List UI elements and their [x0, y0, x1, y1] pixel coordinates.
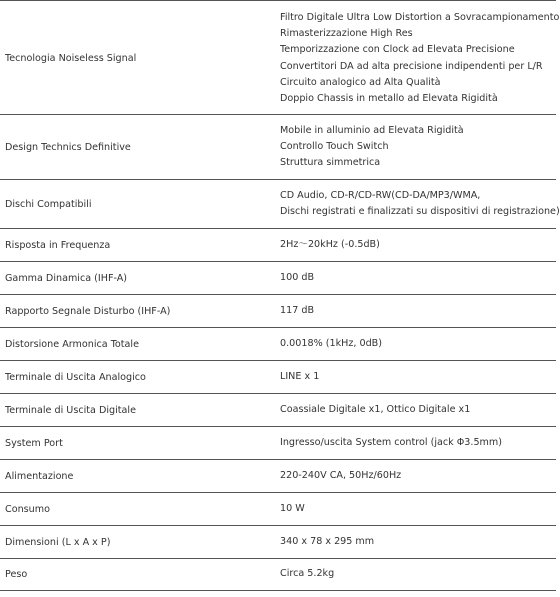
spec-row: [0, 327, 556, 360]
spec-values: [276, 123, 556, 172]
spec-value: Doppio Chassis in metallo ad Elevata Rigidità: [280, 93, 498, 105]
spec-label: Dimensioni (L x A x P): [5, 536, 111, 548]
spec-values: [276, 369, 556, 385]
spec-values: [276, 303, 556, 319]
spec-value: CD Audio, CD-R/CD-RW(CD-DA/MP3/WMA,: [280, 189, 481, 201]
spec-row: [0, 492, 556, 525]
spec-values: [276, 534, 556, 550]
spec-row: [0, 525, 556, 558]
spec-label: Terminale di Uscita Analogico: [5, 371, 146, 383]
spec-value: Rimasterizzazione High Res: [280, 27, 413, 39]
spec-row: [0, 558, 556, 591]
spec-label: Risposta in Frequenza: [5, 239, 111, 251]
spec-value: 2Hz～20kHz (-0.5dB): [280, 238, 380, 250]
spec-value: 10 W: [280, 502, 305, 514]
spec-value: 340 x 78 x 295 mm: [280, 535, 375, 547]
spec-values: [276, 468, 556, 484]
spec-values: [276, 435, 556, 451]
spec-values: [276, 402, 556, 418]
spec-label: Terminale di Uscita Digitale: [5, 404, 136, 416]
spec-values: [276, 188, 560, 221]
spec-row: [0, 228, 556, 261]
spec-values: [276, 566, 556, 582]
spec-value: Circuito analogico ad Alta Qualità: [280, 76, 441, 88]
spec-value: LINE x 1: [280, 370, 320, 382]
spec-row: [0, 393, 556, 426]
spec-label: Dischi Compatibili: [5, 198, 92, 210]
spec-values: [276, 10, 559, 108]
spec-value: 117 dB: [280, 304, 315, 316]
spec-values: [276, 501, 556, 517]
spec-row: [0, 179, 560, 228]
spec-value: 0.0018% (1kHz, 0dB): [280, 337, 383, 349]
spec-value: Temporizzazione con Clock ad Elevata Precisione: [280, 44, 515, 56]
spec-values: [276, 336, 556, 352]
spec-label: Design Technics Definitive: [5, 141, 131, 153]
spec-row: [0, 0, 560, 114]
spec-row: [0, 360, 556, 393]
spec-label: Alimentazione: [5, 470, 74, 482]
spec-label: Consumo: [5, 503, 50, 515]
spec-value: 220-240V CA, 50Hz/60Hz: [280, 469, 402, 481]
spec-label: Peso: [5, 569, 28, 580]
spec-row: [0, 426, 556, 459]
spec-value: Convertitori DA ad alta precisione indipendenti per L/R: [280, 60, 543, 72]
spec-value: Controllo Touch Switch: [280, 140, 389, 152]
spec-value: Circa 5.2kg: [280, 568, 335, 580]
spec-value: Struttura simmetrica: [280, 157, 381, 169]
spec-row: [0, 114, 556, 179]
spec-value: Filtro Digitale Ultra Low Distortion a Sovracampionamento: [280, 11, 560, 23]
spec-label: Distorsione Armonica Totale: [5, 338, 140, 350]
spec-row: [0, 261, 556, 294]
spec-value: Dischi registrati e finalizzati su dispositivi di registrazione): [280, 206, 560, 217]
spec-row: [0, 459, 556, 492]
spec-row: [0, 294, 556, 327]
spec-values: [276, 237, 556, 253]
spec-value: Coassiale Digitale x1, Ottico Digitale x1: [280, 403, 471, 415]
spec-value: 100 dB: [280, 271, 315, 283]
spec-label: Tecnologia Noiseless Signal: [5, 53, 137, 64]
spec-label: Rapporto Segnale Disturbo (IHF-A): [5, 305, 171, 317]
spec-value: Mobile in alluminio ad Elevata Rigidità: [280, 124, 464, 136]
spec-label: Gamma Dinamica (IHF-A): [5, 272, 128, 284]
spec-values: [276, 270, 556, 286]
spec-value: Ingresso/uscita System control (jack Φ3.5mm): [280, 436, 502, 448]
spec-label: System Port: [5, 437, 63, 449]
